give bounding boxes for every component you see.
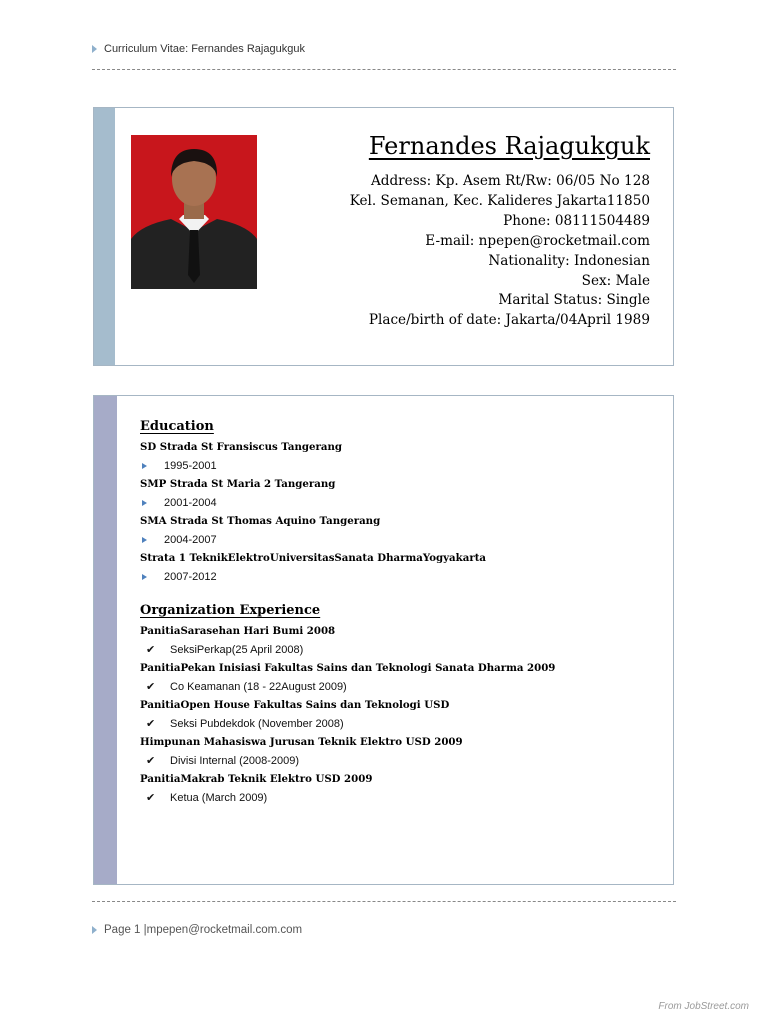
- details-card: [93, 395, 674, 885]
- person-photo-icon: [131, 135, 257, 289]
- profile-accent-bar: [94, 108, 115, 365]
- organization-role: Divisi Internal (2008-2009): [170, 754, 300, 767]
- education-school: SMP Strada St Maria 2 Tangerang: [140, 478, 336, 490]
- birth-line: Place/birth of date: Jakarta/04April 1989: [368, 312, 650, 329]
- triangle-bullet-icon: [142, 463, 147, 469]
- organization-role-row: [140, 715, 663, 734]
- triangle-bullet-icon: [142, 537, 147, 543]
- education-years-row: [140, 568, 663, 587]
- education-years-row: [140, 494, 663, 513]
- organization-event: PanitiaPekan Inisiasi Fakultas Sains dan Teknologi Sanata Dharma 2009: [140, 662, 556, 674]
- organization-heading: Organization Experience: [140, 603, 321, 618]
- checkmark-icon: ✔: [146, 791, 156, 804]
- triangle-bullet-icon: [142, 574, 147, 580]
- organization-role: Seksi Pubdekdok (November 2008): [170, 717, 344, 730]
- marital-status-line: Marital Status: Single: [498, 292, 650, 309]
- education-years: 2004-2007: [164, 533, 217, 546]
- contact-details: [350, 172, 650, 331]
- candidate-name: Fernandes Rajagukguk: [368, 132, 650, 160]
- organization-event: Himpunan Mahasiswa Jurusan Teknik Elektro USD 2009: [140, 736, 463, 748]
- checkmark-icon: ✔: [146, 717, 156, 730]
- footer-divider: [92, 901, 676, 902]
- header-title: Curriculum Vitae: Fernandes Rajagukguk: [104, 43, 305, 55]
- profile-photo: [131, 135, 257, 289]
- checkmark-icon: ✔: [146, 680, 156, 693]
- education-years: 2007-2012: [164, 570, 217, 583]
- organization-role: SeksiPerkap(25 April 2008): [170, 643, 304, 656]
- running-header: [92, 43, 305, 55]
- footer-text: Page 1 |mpepen@rocketmail.com.com: [104, 924, 303, 936]
- education-years: 1995-2001: [164, 459, 217, 472]
- organization-role: Co Keamanan (18 - 22August 2009): [170, 680, 347, 693]
- organization-event: PanitiaOpen House Fakultas Sains dan Teknologi USD: [140, 699, 450, 711]
- details-accent-bar: [94, 396, 117, 884]
- organization-role: Ketua (March 2009): [170, 791, 268, 804]
- education-years: 2001-2004: [164, 496, 217, 509]
- organization-event: PanitiaMakrab Teknik Elektro USD 2009: [140, 773, 373, 785]
- page-footer: [92, 924, 302, 936]
- phone-line: Phone: 08111504489: [503, 212, 650, 229]
- footer-bullet-icon: [92, 926, 97, 934]
- address-line: Address: Kp. Asem Rt/Rw: 06/05 No 128: [370, 173, 650, 189]
- address-line-2: Kel. Semanan, Kec. Kalideres Jakarta11850: [349, 192, 650, 209]
- checkmark-icon: ✔: [146, 643, 156, 656]
- profile-card: [93, 107, 674, 366]
- sex-line: Sex: Male: [581, 272, 650, 289]
- organization-event: PanitiaSarasehan Hari Bumi 2008: [140, 625, 336, 637]
- details-content: [140, 416, 663, 807]
- organization-role-row: [140, 641, 663, 660]
- checkmark-icon: ✔: [146, 754, 156, 767]
- education-years-row: [140, 457, 663, 476]
- education-school: SMA Strada St Thomas Aquino Tangerang: [140, 515, 381, 527]
- education-heading: Education: [140, 419, 214, 434]
- education-years-row: [140, 531, 663, 550]
- organization-role-row: [140, 752, 663, 771]
- education-school: Strata 1 TeknikElektroUniversitasSanata DharmaYogyakarta: [140, 552, 486, 564]
- education-school: SD Strada St Fransiscus Tangerang: [140, 441, 343, 453]
- organization-role-row: [140, 678, 663, 697]
- header-bullet-icon: [92, 45, 97, 53]
- triangle-bullet-icon: [142, 500, 147, 506]
- email-line: E-mail: npepen@rocketmail.com: [425, 232, 650, 249]
- organization-role-row: [140, 789, 663, 808]
- source-watermark: From JobStreet.com: [658, 1001, 749, 1012]
- header-divider: [92, 69, 676, 70]
- nationality-line: Nationality: Indonesian: [488, 252, 650, 269]
